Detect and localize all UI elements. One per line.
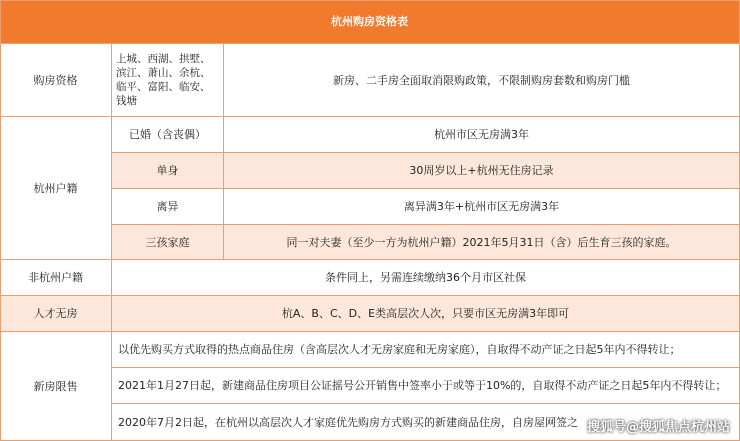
row-label-non-huji: 非杭州户籍: [0, 260, 112, 296]
row-label-qualification: 购房资格: [0, 44, 112, 117]
districts-cell: 上城、西湖、拱墅、滨江、萧山、余杭、临平、富阳、临安、钱塘: [112, 44, 224, 117]
non-huji-req: 条件同上，另需连续缴纳36个月市区社保: [112, 260, 740, 296]
huji-req-single: 30周岁以上+杭州无住房记录: [224, 153, 740, 189]
huji-type-single: 单身: [112, 153, 224, 189]
huji-type-divorced: 离异: [112, 189, 224, 225]
new-house-rule-1: 以优先购买方式取得的热点商品住房（含高层次人才无房家庭和无房家庭），自取得不动产证之日起5年内不得转让；: [112, 332, 740, 368]
watermark: 搜狐号@搜狐焦点杭州站: [586, 420, 730, 435]
huji-type-married: 已婚（含丧偶）: [112, 117, 224, 153]
new-house-rule-2: 2021年1月27日起，新建商品住房项目公证摇号公开销售中签率小于或等于10%的，自取得不动产证之日起5年内不得转让；: [112, 368, 740, 404]
huji-type-three-children: 三孩家庭: [112, 225, 224, 260]
talent-req: 杭A、B、C、D、E类高层次人次，只要市区无房满3年即可: [112, 296, 740, 332]
huji-req-married: 杭州市区无房满3年: [224, 117, 740, 153]
row-label-hangzhou-huji: 杭州户籍: [0, 117, 112, 260]
qualification-policy: 新房、二手房全面取消限购政策，不限制购房套数和购房门槛: [224, 44, 740, 117]
row-label-new-house: 新房限售: [0, 332, 112, 441]
new-house-rule-3: 2020年7月2日起，在杭州以高层次人才家庭优先购房方式购买的新建商品住房，自房屋网签之: [112, 404, 740, 441]
huji-req-three-children: 同一对夫妻（至少一方为杭州户籍）2021年5月31日（含）后生育三孩的家庭。: [224, 225, 740, 260]
row-label-talent: 人才无房: [0, 296, 112, 332]
table-title: 杭州购房资格表: [0, 0, 740, 44]
huji-req-divorced: 离异满3年+杭州市区无房满3年: [224, 189, 740, 225]
